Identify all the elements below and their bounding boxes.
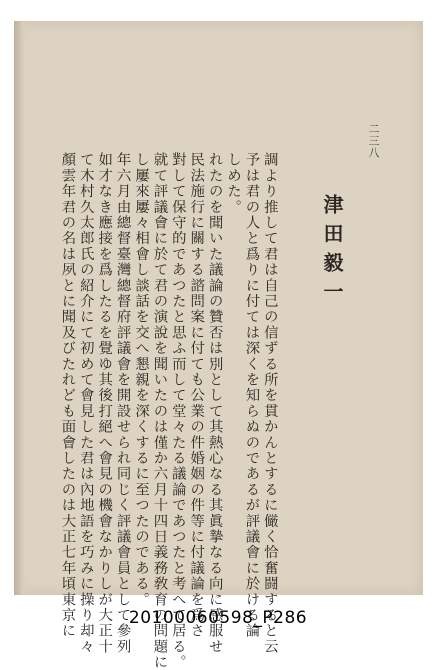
text-line: 民法施行に關する諮問案に付ても公業の件婚姻の件等に付議論を爲さ — [188, 152, 205, 639]
page-binding-edge — [14, 21, 24, 595]
page-number: 二三八 — [367, 123, 380, 159]
text-line: しめた。 — [225, 152, 242, 215]
text-line: 如才なき應接を爲したるを覺ゆ其後打絕へ會見の機會なかりしが大正十 — [96, 152, 113, 655]
author-name: 津田毅一 — [320, 194, 344, 310]
text-line: 對して保守的であつたと思ふ而して堂々たる議論であつたと考へて居る。 — [169, 152, 186, 670]
text-line: 調より推して君は自己の信ずる所を貫かんとするに𠑊く恰奮闘すると云 — [261, 152, 278, 655]
image-caption: 20100060598_P286 — [128, 608, 308, 628]
text-line: し屢來屢々相會し談話を交へ懇親を深くするに至つたのである。 — [133, 152, 150, 608]
body-text — [58, 152, 279, 670]
text-line: 年六月由總督臺灣總督府評議會を開設せられ同じく評議會員として參列 — [114, 152, 131, 655]
text-line: れたのを聞いた議論の贊否は別として其熱心なる其眞摯なる向に感服せ — [206, 152, 223, 655]
text-line: て木村久太郎氏の紹介にて初めて會見した君は內地語を巧みに操り却々 — [77, 152, 94, 655]
text-line: 就て評議會に於て君の演說を聞いたのは僅か六月十四日義務敎育の問題に — [151, 152, 168, 670]
text-line: 顏雲年君の名は夙とに聞及びたれども面會したのは大正七年頃東京に — [59, 152, 76, 639]
text-line: 予は君の人と爲りに付ては深くを知らぬのであるが評議會に於ける論 — [243, 152, 260, 639]
